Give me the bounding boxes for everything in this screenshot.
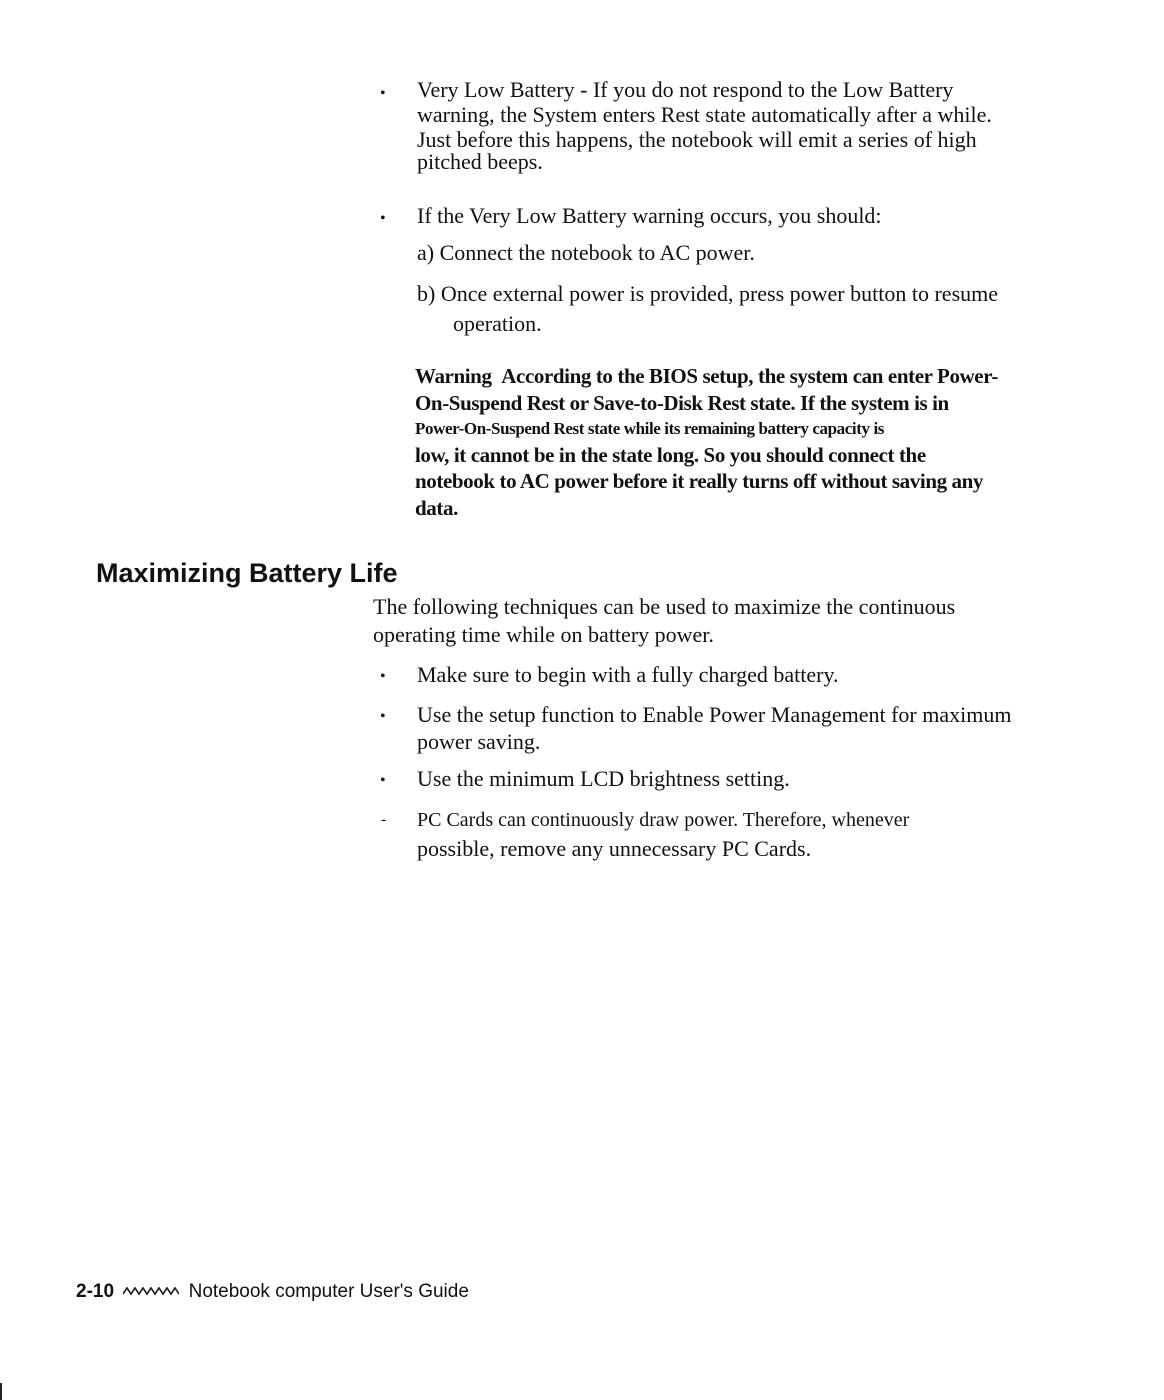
wave-ornament-icon <box>123 1286 179 1296</box>
warning-line: notebook to AC power before it really turns off without saving any <box>415 469 984 493</box>
intro-line: The following techniques can be used to maximize the continuous <box>373 594 956 619</box>
paragraph-line: pitched beeps. <box>417 149 543 174</box>
step-item: b) Once external power is provided, press power button to resume <box>417 281 999 306</box>
tip-line: possible, remove any unnecessary PC Cards. <box>417 836 812 861</box>
paragraph-line: If the Very Low Battery warning occurs, you should: <box>417 203 882 228</box>
paragraph-line: Just before this happens, the notebook will emit a series of high <box>417 127 977 152</box>
scan-edge-mark <box>0 1383 2 1400</box>
tip-line: Make sure to begin with a fully charged battery. <box>417 662 839 687</box>
bullet-marker: • <box>380 708 386 725</box>
warning-label: Warning <box>415 364 492 388</box>
page-number: 2-10 <box>76 1281 115 1302</box>
intro-line: operating time while on battery power. <box>373 622 714 647</box>
bullet-marker: - <box>381 811 387 828</box>
bullet-marker: • <box>380 668 386 685</box>
bullet-marker: • <box>380 210 386 227</box>
tip-line: Use the minimum LCD brightness setting. <box>417 766 790 791</box>
footer-title: Notebook computer User's Guide <box>188 1281 469 1302</box>
bullet-marker: • <box>380 772 386 789</box>
tip-line: PC Cards can continuously draw power. Therefore, whenever <box>417 809 910 831</box>
tip-line: power saving. <box>417 729 541 754</box>
paragraph-line: warning, the System enters Rest state automatically after a while. <box>417 102 992 127</box>
tip-line: Use the setup function to Enable Power Management for maximum <box>417 702 1012 727</box>
warning-line: On-Suspend Rest or Save-to-Disk Rest state. If the system is in <box>415 391 949 415</box>
step-item: a) Connect the notebook to AC power. <box>417 240 755 265</box>
paragraph-line: Very Low Battery - If you do not respond to the Low Battery <box>417 77 954 102</box>
warning-line: data. <box>415 496 458 520</box>
page-footer <box>76 1281 469 1303</box>
warning-text: According to the BIOS setup, the system can enter Power- <box>501 364 998 388</box>
section-heading: Maximizing Battery Life <box>96 558 398 588</box>
bullet-marker: • <box>380 85 386 102</box>
warning-first-line <box>415 362 998 390</box>
step-continuation: operation. <box>453 311 542 336</box>
warning-line: low, it cannot be in the state long. So you should connect the <box>415 443 926 467</box>
warning-line: Power-On-Suspend Rest state while its remaining battery capacity is <box>415 419 884 438</box>
